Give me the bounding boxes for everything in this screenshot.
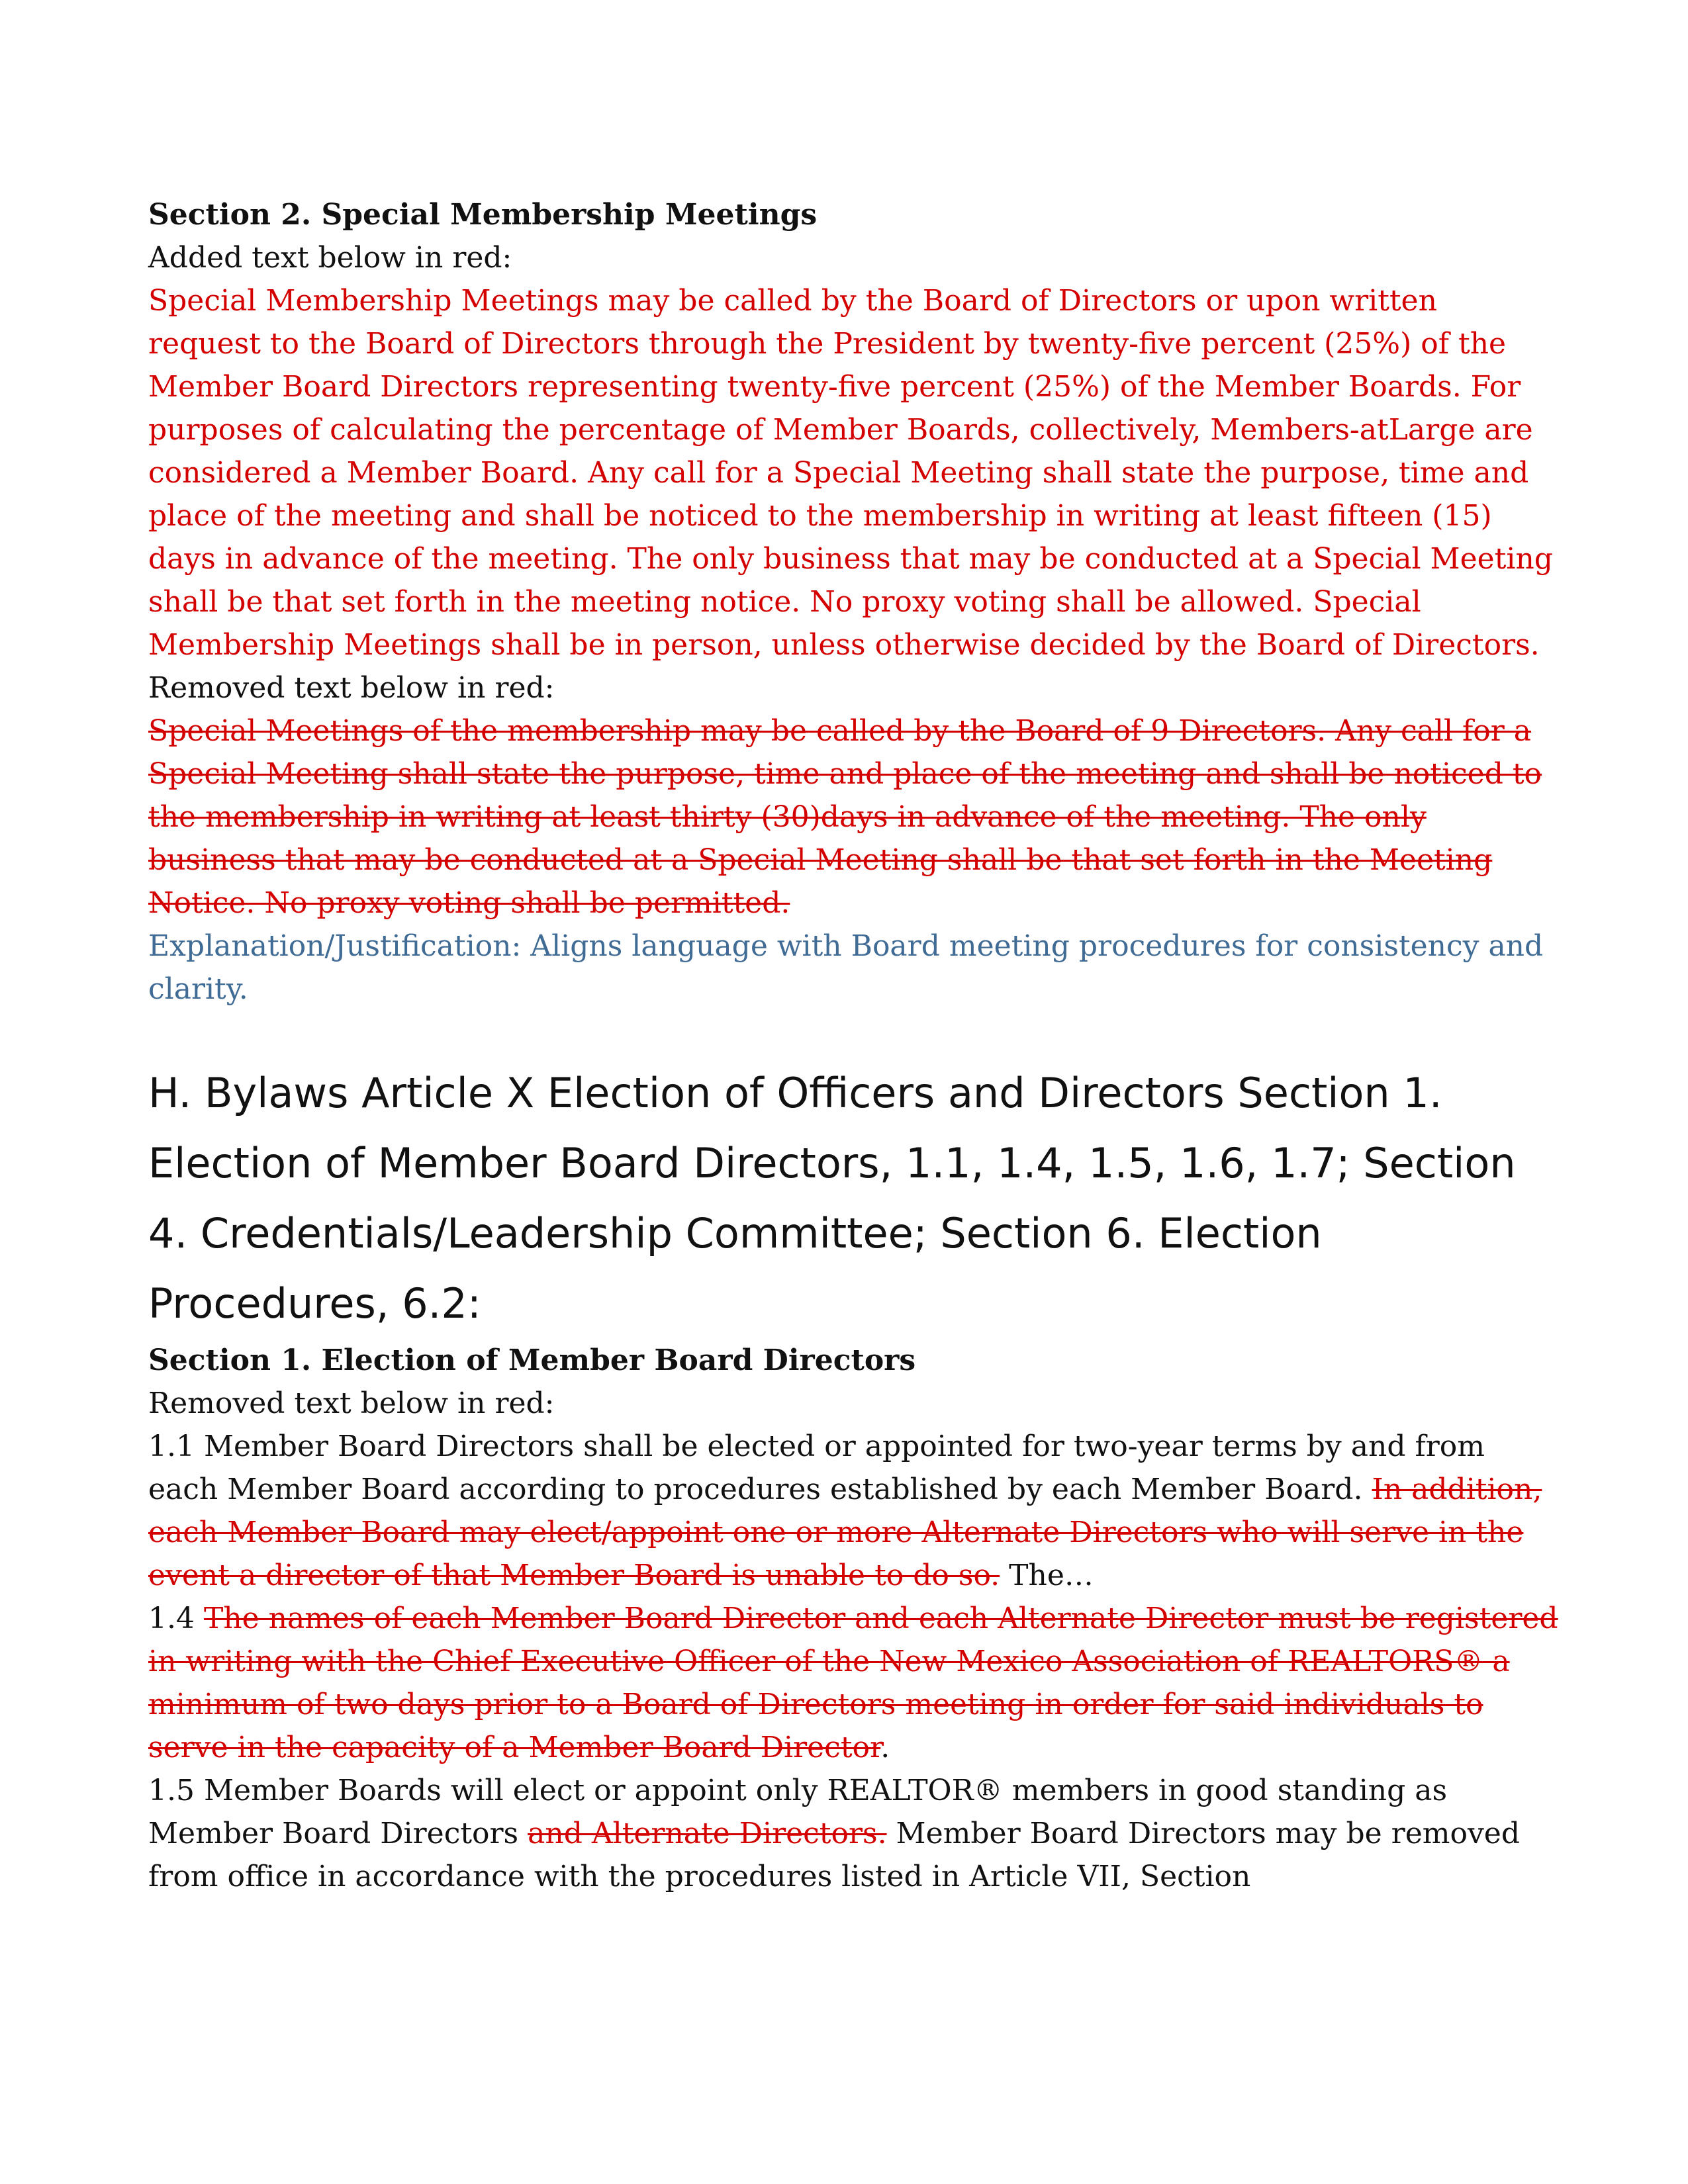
item-1-5-text: 1.5 Member Boards will elect or appoint only REALTOR® members in good standing as Member Board Directors (148, 1774, 1448, 1850)
item-1-5-struck: and Alternate Directors. (528, 1817, 887, 1850)
item-1-1-after: The… (1000, 1559, 1094, 1592)
added-text-label: Added text below in red: (148, 241, 512, 275)
explanation-text: Explanation/Justification: Aligns language with Board meeting procedures for consistency and clarity. (148, 929, 1544, 1006)
item-1-1 (148, 1425, 1558, 1597)
item-1-5-after: Member Board Directors may be removed from office in accordance with the procedures listed in Article VII, Section (148, 1817, 1521, 1893)
item-1-4-suffix: . (880, 1731, 890, 1764)
item-1-4 (148, 1597, 1558, 1769)
item-1-4-struck: The names of each Member Board Director and each Alternate Director must be registered in writing with the Chief Executive Officer of the New Mexico Association of REALTORS® a minimum of two days prior to a Board of Directors meeting in order for said individuals to serve in the capacity of a Member Board Director (148, 1602, 1558, 1764)
section-1-heading: Section 1. Election of Member Board Directors (148, 1343, 916, 1377)
document-page (148, 193, 1558, 1898)
section-2-heading: Section 2. Special Membership Meetings (148, 198, 818, 232)
item-1-5 (148, 1769, 1558, 1898)
item-1-4-prefix: 1.4 (148, 1602, 204, 1635)
removed-text-label: Removed text below in red: (148, 671, 555, 705)
added-text-block: Special Membership Meetings may be called by the Board of Directors or upon written request to the Board of Directors through the President by twenty-five percent (25%) of the Member Board Directors representing twenty-five percent (25%) of the Member Boards. For purposes of calculating the percentage of Member Boards, collectively, Members-atLarge are considered a Member Board. Any call for a Special Meeting shall state the purpose, time and place of the meeting and shall be noticed to the membership in writing at least fifteen (15) days in advance of the meeting. The only business that may be conducted at a Special Meeting shall be that set forth in the meeting notice. No proxy voting shall be allowed. Special Membership Meetings shall be in person, unless otherwise decided by the Board of Directors. (148, 284, 1553, 662)
section-1-removed-label: Removed text below in red: (148, 1387, 555, 1420)
removed-text-block: Special Meetings of the membership may be called by the Board of 9 Directors. Any call for a Special Meeting shall state the purpose, time and place of the meeting and shall be noticed to the membership in writing at least thirty (30)days in advance of the meeting. The only business that may be conducted at a Special Meeting shall be that set forth in the Meeting Notice. No proxy voting shall be permitted. (148, 714, 1542, 920)
item-1-1-struck: In addition, each Member Board may elect/appoint one or more Alternate Directors who will serve in the event a director of that Member Board is unable to do so. (148, 1473, 1542, 1592)
article-x-heading: H. Bylaws Article X Election of Officers and Directors Section 1. Election of Member Board Directors, 1.1, 1.4, 1.5, 1.6, 1.7; Section 4. Credentials/Leadership Committee; Section 6. Election Procedures, 6.2: (148, 1069, 1516, 1328)
item-1-1-text: 1.1 Member Board Directors shall be elected or appointed for two-year terms by and from each Member Board according to procedures established by each Member Board. (148, 1430, 1485, 1506)
